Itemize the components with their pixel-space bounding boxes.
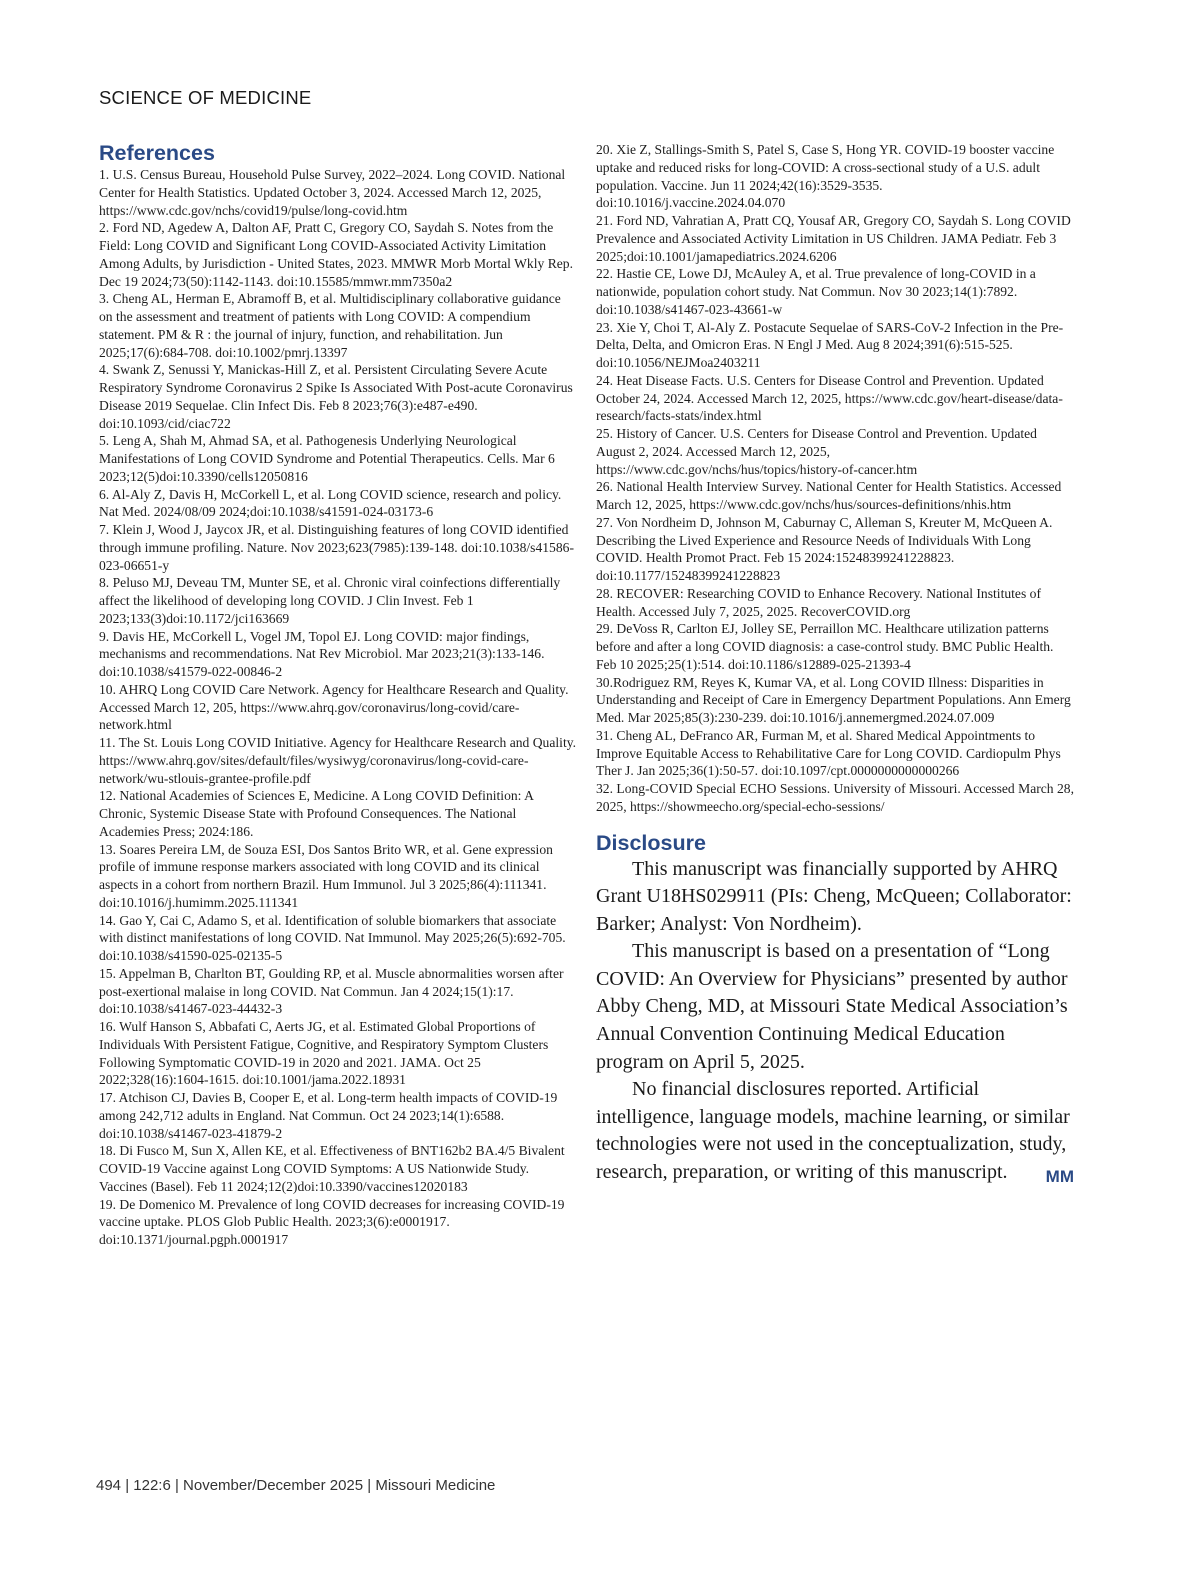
reference-item: 6. Al-Aly Z, Davis H, McCorkell L, et al. Long COVID science, research and policy. Nat Med. 2024/08/09 2024;doi:10.1038/s41591-024-03173-6	[99, 486, 562, 520]
references-list-left	[99, 166, 577, 1249]
reference-item: 21. Ford ND, Vahratian A, Pratt CQ, Yousaf AR, Gregory CO, Saydah S. Long COVID Prevalence and Associated Activity Limitation in US Children. JAMA Pediatr. Feb 3 2025;doi:10.1001/jamapediatrics.2024.6206	[596, 213, 1071, 264]
reference-item: 2. Ford ND, Agedew A, Dalton AF, Pratt C, Gregory CO, Saydah S. Notes from the Field: Long COVID and Significant Long COVID-Associated Activity Limitation Among Adults, by Jurisdiction - United States, 2023. MMWR Morb Mortal Wkly Rep. Dec 19 2024;73(50):1142-1143. doi:10.15585/mmwr.mm7350a2	[99, 220, 574, 289]
reference-item: 28. RECOVER: Researching COVID to Enhance Recovery. National Institutes of Health. Accessed July 7, 2025, 2025. RecoverCOVID.org	[596, 585, 1041, 619]
reference-item: 12. National Academies of Sciences E, Medicine. A Long COVID Definition: A Chronic, Systemic Disease State with Profound Consequences. The National Academies Press; 2024:186.	[99, 788, 534, 839]
disclosure-paragraph-text: No financial disclosures reported. Artificial intelligence, language models, machine learning, or similar technologies were not used in the conceptualization, study, research, preparation, or writing of this manuscript.	[596, 1078, 1070, 1184]
references-list-right	[596, 141, 1074, 816]
reference-item: 29. DeVoss R, Carlton EJ, Jolley SE, Perraillon MC. Healthcare utilization patterns before and after a long COVID diagnosis: a case-control study. BMC Public Health. Feb 10 2025;25(1):514. doi:10.1186/s12889-025-21393-4	[596, 621, 1054, 672]
disclosure-paragraph: This manuscript was financially supported by AHRQ Grant U18HS029911 (PIs: Cheng, McQueen; Collaborator: Barker; Analyst: Von Nordheim).	[596, 857, 1072, 935]
reference-item: 14. Gao Y, Cai C, Adamo S, et al. Identification of soluble biomarkers that associate with distinct manifestations of long COVID. Nat Immunol. May 2025;26(5):692-705. doi:10.1038/s41590-025-02135-5	[99, 912, 566, 963]
reference-item: 22. Hastie CE, Lowe DJ, McAuley A, et al. True prevalence of long-COVID in a nationwide, population cohort study. Nat Commun. Nov 30 2023;14(1):7892. doi:10.1038/s41467-023-43661-w	[596, 266, 1036, 317]
reference-item: 8. Peluso MJ, Deveau TM, Munter SE, et al. Chronic viral coinfections differentially affect the likelihood of developing long COVID. J Clin Invest. Feb 1 2023;133(3)doi:10.1172/jci163669	[99, 575, 561, 626]
disclosure-paragraph	[596, 1076, 1074, 1186]
references-right-column	[596, 141, 1074, 1191]
reference-item: 15. Appelman B, Charlton BT, Goulding RP, et al. Muscle abnormalities worsen after post-exertional malaise in long COVID. Nat Commun. Jan 4 2024;15(1):17. doi:10.1038/s41467-023-44432-3	[99, 965, 564, 1017]
reference-item: 25. History of Cancer. U.S. Centers for Disease Control and Prevention. Updated August 2, 2024. Accessed March 12, 2025, https://www.cdc.gov/nchs/hus/topics/history-of-cancer.htm	[596, 426, 1037, 477]
section-label: SCIENCE OF MEDICINE	[99, 87, 312, 108]
reference-item: 20. Xie Z, Stallings-Smith S, Patel S, Case S, Hong YR. COVID-19 booster vaccine uptake and reduced risks for long-COVID: A cross-sectional study of a U.S. adult population. Vaccine. Jun 11 2024;42(16):3529-3535. doi:10.1016/j.vaccine.2024.04.070	[596, 142, 1055, 211]
reference-item: 13. Soares Pereira LM, de Souza ESI, Dos Santos Brito WR, et al. Gene expression profile of immune response markers associated with long COVID and its clinical aspects in a cohort from northern Brazil. Hum Immunol. Jul 3 2025;86(4):111341. doi:10.1016/j.humimm.2025.111341	[99, 841, 553, 910]
end-mark: MM	[1045, 1167, 1074, 1187]
references-heading: References	[99, 141, 215, 165]
reference-item: 32. Long-COVID Special ECHO Sessions. University of Missouri. Accessed March 28, 2025, https://showmeecho.org/special-echo-sessions/	[596, 781, 1074, 814]
reference-item: 30.Rodriguez RM, Reyes K, Kumar VA, et al. Long COVID Illness: Disparities in Understanding and Receipt of Care in Emergency Department Populations. Ann Emerg Med. Mar 2025;85(3):230-239. doi:10.1016/j.annemergmed.2024.07.009	[596, 674, 1071, 725]
reference-item: 23. Xie Y, Choi T, Al-Aly Z. Postacute Sequelae of SARS-CoV-2 Infection in the Pre-Delta, Delta, and Omicron Eras. N Engl J Med. Aug 8 2024;391(6):515-525. doi:10.1056/NEJMoa2403211	[596, 319, 1064, 370]
reference-item: 17. Atchison CJ, Davies B, Cooper E, et al. Long-term health impacts of COVID-19 among 242,712 adults in England. Nat Commun. Oct 24 2023;14(1):6588. doi:10.1038/s41467-023-41879-2	[99, 1090, 558, 1141]
reference-item: 11. The St. Louis Long COVID Initiative. Agency for Healthcare Research and Quality. https://www.ahrq.gov/sites/default/files/wysiwyg/coronavirus/long-covid-care-network/wu-stlouis-grantee-profile.pdf	[99, 735, 577, 786]
reference-item: 7. Klein J, Wood J, Jaycox JR, et al. Distinguishing features of long COVID identified through immune profiling. Nature. Nov 2023;623(7985):139-148. doi:10.1038/s41586-023-06651-y	[99, 522, 574, 573]
page-footer: 494 | 122:6 | November/December 2025 | Missouri Medicine	[96, 1477, 496, 1494]
reference-item: 19. De Domenico M. Prevalence of long COVID decreases for increasing COVID-19 vaccine uptake. PLOS Glob Public Health. 2023;3(6):e0001917. doi:10.1371/journal.pgph.0001917	[99, 1196, 565, 1247]
reference-item: 3. Cheng AL, Herman E, Abramoff B, et al. Multidisciplinary collaborative guidance on the assessment and treatment of patients with Long COVID: A compendium statement. PM & R : the journal of injury, function, and rehabilitation. Jun 2025;17(6):684-708. doi:10.1002/pmrj.13397	[99, 291, 561, 360]
reference-item: 16. Wulf Hanson S, Abbafati C, Aerts JG, et al. Estimated Global Proportions of Individuals With Persistent Fatigue, Cognitive, and Respiratory Symptom Clusters Following Symptomatic COVID-19 in 2020 and 2021. JAMA. Oct 25 2022;328(16):1604-1615. doi:10.1001/jama.2022.18931	[99, 1019, 549, 1088]
reference-item: 18. Di Fusco M, Sun X, Allen KE, et al. Effectiveness of BNT162b2 BA.4/5 Bivalent COVID-19 Vaccine against Long COVID Symptoms: A US Nationwide Study. Vaccines (Basel). Feb 11 2024;12(2)doi:10.3390/vaccines12020183	[99, 1143, 565, 1194]
references-left-column	[99, 140, 577, 1249]
disclosure-paragraph: This manuscript is based on a presentation of “Long COVID: An Overview for Physicians” presented by author Abby Cheng, MD, at Missouri State Medical Association’s Annual Convention Continuing Medical Education program on April 5, 2025.	[596, 940, 1068, 1073]
reference-item: 1. U.S. Census Bureau, Household Pulse Survey, 2022–2024. Long COVID. National Center for Health Statistics. Updated October 3, 2024. Accessed March 12, 2025, https://www.cdc.gov/nchs/covid19/pulse/long-covid.htm	[99, 167, 566, 218]
reference-item: 5. Leng A, Shah M, Ahmad SA, et al. Pathogenesis Underlying Neurological Manifestations of Long COVID Syndrome and Potential Therapeutics. Cells. Mar 6 2023;12(5)doi:10.3390/cells12050816	[99, 433, 555, 484]
reference-item: 31. Cheng AL, DeFranco AR, Furman M, et al. Shared Medical Appointments to Improve Equitable Access to Rehabilitative Care for Long COVID. Cardiopulm Phys Ther J. Jan 2025;36(1):50-57. doi:10.1097/cpt.0000000000000266	[596, 727, 1061, 779]
reference-item: 9. Davis HE, McCorkell L, Vogel JM, Topol EJ. Long COVID: major findings, mechanisms and recommendations. Nat Rev Microbiol. Mar 2023;21(3):133-146. doi:10.1038/s41579-022-00846-2	[99, 628, 545, 679]
reference-item: 4. Swank Z, Senussi Y, Manickas-Hill Z, et al. Persistent Circulating Severe Acute Respiratory Syndrome Coronavirus 2 Spike Is Associated With Post-acute Coronavirus Disease 2019 Sequelae. Clin Infect Dis. Feb 8 2023;76(3):e487-e490. doi:10.1093/cid/ciac722	[99, 362, 573, 431]
reference-item: 24. Heat Disease Facts. U.S. Centers for Disease Control and Prevention. Updated October 24, 2024. Accessed March 12, 2025, https://www.cdc.gov/heart-disease/data-research/facts-stats/index.html	[596, 372, 1063, 424]
reference-item: 27. Von Nordheim D, Johnson M, Caburnay C, Alleman S, Kreuter M, McQueen A. Describing the Lived Experience and Resource Needs of Individuals With Long COVID. Health Promot Pract. Feb 15 2024:15248399241228823. doi:10.1177/15248399241228823	[596, 514, 1053, 583]
reference-item: 10. AHRQ Long COVID Care Network. Agency for Healthcare Research and Quality. Accessed March 12, 205, https://www.ahrq.gov/coronavirus/long-covid/care-network.html	[99, 681, 569, 733]
reference-item: 26. National Health Interview Survey. National Center for Health Statistics. Accessed March 12, 2025, https://www.cdc.gov/nchs/hus/sources-definitions/nhis.htm	[596, 479, 1062, 512]
disclosure-heading: Disclosure	[596, 830, 706, 855]
